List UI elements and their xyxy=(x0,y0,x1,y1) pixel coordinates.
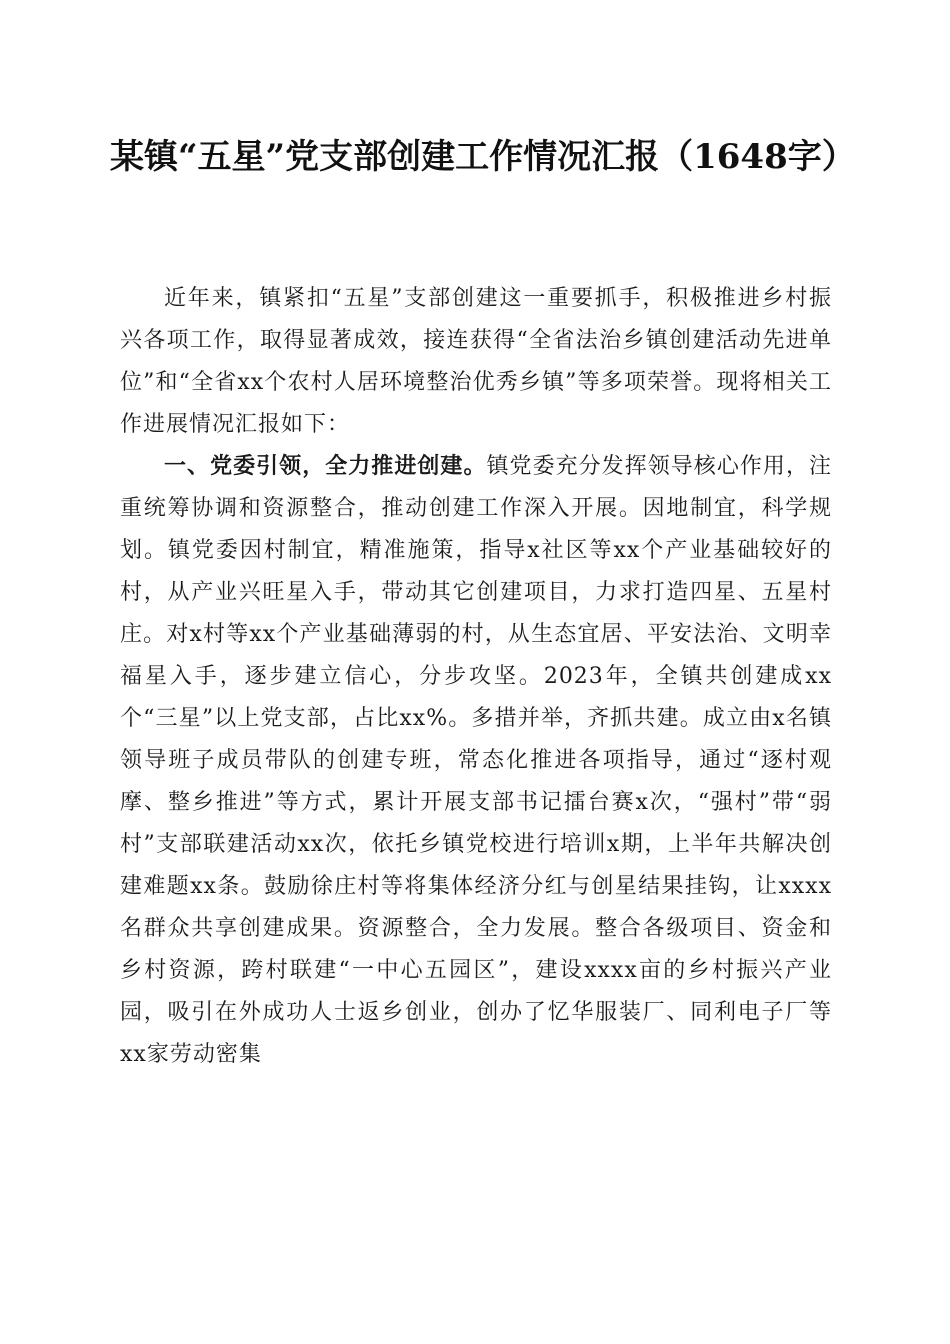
document-body xyxy=(120,278,832,1076)
intro-paragraph: 近年来，镇紧扣“五星”支部创建这一重要抓手，积极推进乡村振兴各项工作，取得显著成效，接连获得“全省法治乡镇创建活动先进单位”和“全省xx个农村人居环境整治优秀乡镇”等多项荣誉。现将相关工作进展情况汇报如下： xyxy=(120,286,832,437)
document-title: 某镇“五星”党支部创建工作情况汇报（1648字） xyxy=(110,137,856,177)
section-1-paragraph xyxy=(120,446,832,1076)
section-1-body: 镇党委充分发挥领导核心作用，注重统筹协调和资源整合，推动创建工作深入开展。因地制宜，科学规划。镇党委因村制宜，精准施策，指导x社区等xx个产业基础较好的村，从产业兴旺星入手，带动其它创建项目，力求打造四星、五星村庄。对x村等xx个产业基础薄弱的村，从生态宜居、平安法治、文明幸福星入手，逐步建立信心，分步攻坚。2023年，全镇共创建成xx个“三星”以上党支部，占比xx%。多措并举，齐抓共建。成立由x名镇领导班子成员带队的创建专班，常态化推进各项指导，通过“逐村观摩、整乡推进”等方式，累计开展支部书记擂台赛x次，“强村”带“弱村”支部联建活动xx次，依托乡镇党校进行培训x期，上半年共解决创建难题xx条。鼓励徐庄村等将集体经济分红与创星结果挂钩，让xxxx名群众共享创建成果。资源整合，全力发展。整合各级项目、资金和乡村资源，跨村联建“一中心五园区”，建设xxxx亩的乡村振兴产业园，吸引在外成功人士返乡创业，创办了忆华服装厂、同利电子厂等xx家劳动密集 xyxy=(120,454,832,1067)
section-1-heading: 一、党委引领，全力推进创建。 xyxy=(164,454,487,479)
